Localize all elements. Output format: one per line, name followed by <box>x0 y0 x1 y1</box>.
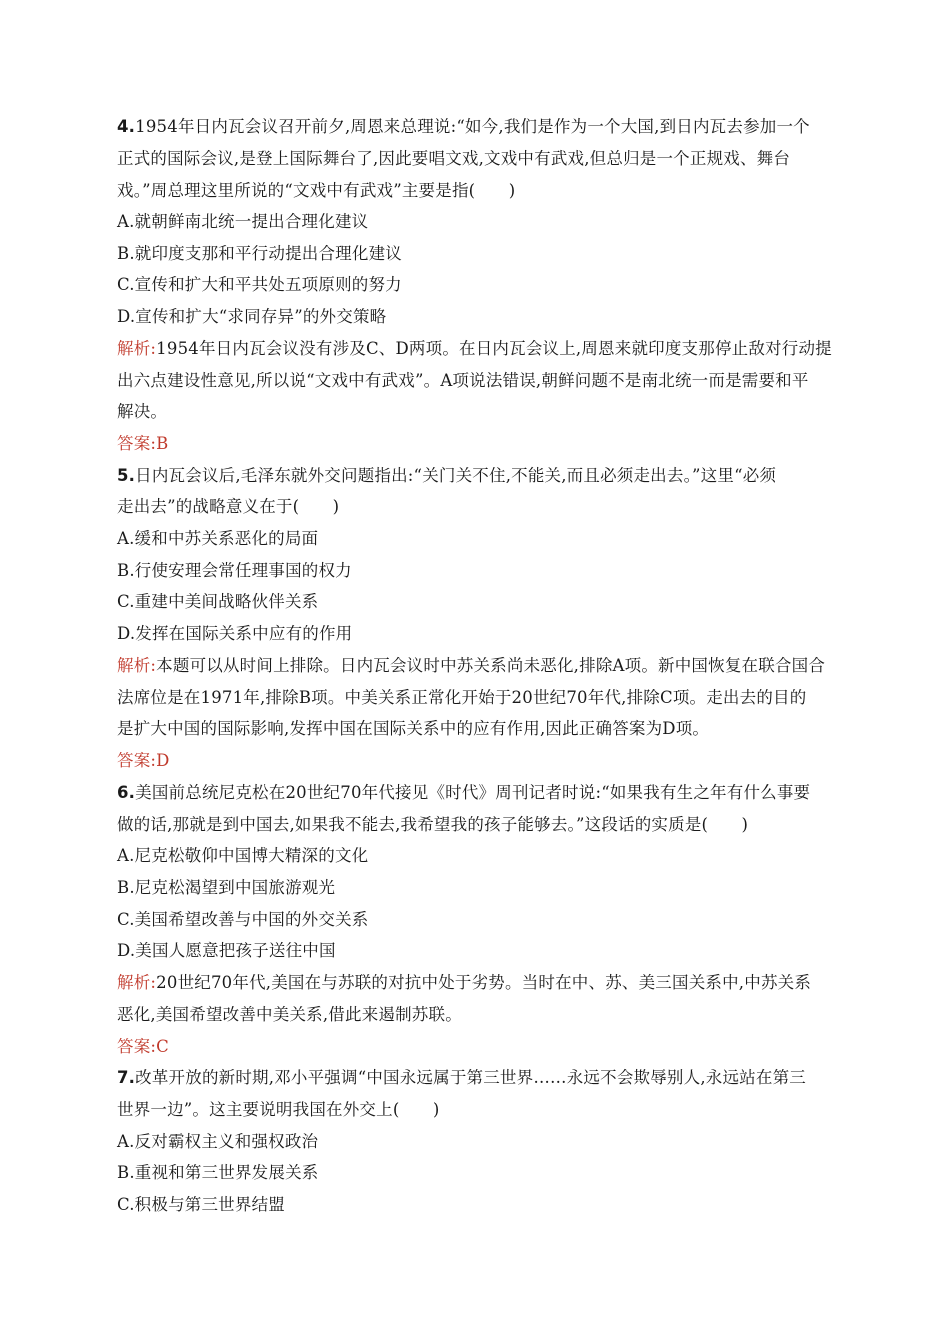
q4-option-c: C.宣传和扩大和平共处五项原则的努力 <box>117 275 402 294</box>
q6-option-a: A.尼克松敬仰中国博大精深的文化 <box>117 846 369 865</box>
q4-number: 4. <box>117 117 136 136</box>
q5-option-b: B.行使安理会常任理事国的权力 <box>117 561 352 580</box>
q4-analysis-line-3: 解决。 <box>117 402 168 421</box>
q4-stem-line-1: 4.1954年日内瓦会议召开前夕,周恩来总理说:“如今,我们是作为一个大国,到日内瓦去参加一个 <box>117 117 810 136</box>
q4-stem-line-3: 戏。”周总理这里所说的“文戏中有武戏”主要是指( ) <box>117 181 516 200</box>
q6-option-b: B.尼克松渴望到中国旅游观光 <box>117 878 336 897</box>
q7-number: 7. <box>117 1068 136 1087</box>
q6-analysis-line-1: 解析:20世纪70年代,美国在与苏联的对抗中处于劣势。当时在中、苏、美三国关系中,中苏关系 <box>117 973 812 992</box>
q5-analysis-line-1: 解析:本题可以从时间上排除。日内瓦会议时中苏关系尚未恶化,排除A项。新中国恢复在联合国合 <box>117 656 826 675</box>
q7-option-a: A.反对霸权主义和强权政治 <box>117 1132 319 1151</box>
q6-answer: 答案:C <box>117 1037 169 1056</box>
q6-stem-line-2: 做的话,那就是到中国去,如果我不能去,我希望我的孩子能够去。”这段话的实质是( ) <box>117 815 749 834</box>
q5-stem-line-2: 走出去”的战略意义在于( ) <box>117 497 340 516</box>
q4-stem-line-2: 正式的国际会议,是登上国际舞台了,因此要唱文戏,文戏中有武戏,但总归是一个正规戏、舞台 <box>117 149 791 168</box>
q5-analysis-label: 解析: <box>117 656 157 675</box>
q4-analysis-line-1: 解析:1954年日内瓦会议没有涉及C、D两项。在日内瓦会议上,周恩来就印度支那停止敌对行动提 <box>117 339 832 358</box>
q6-number: 6. <box>117 783 136 802</box>
q5-number: 5. <box>117 466 136 485</box>
q6-option-c: C.美国希望改善与中国的外交关系 <box>117 910 369 929</box>
q7-option-c: C.积极与第三世界结盟 <box>117 1195 285 1214</box>
q5-analysis-line-2: 法席位是在1971年,排除B项。中美关系正常化开始于20世纪70年代,排除C项。走出去的目的 <box>117 688 807 707</box>
q5-analysis-line-3: 是扩大中国的国际影响,发挥中国在国际关系中的应有作用,因此正确答案为D项。 <box>117 719 710 738</box>
q4-analysis-line-2: 出六点建设性意见,所以说“文戏中有武戏”。A项说法错误,朝鲜问题不是南北统一而是需要和平 <box>117 371 809 390</box>
q7-stem-line-1: 7.改革开放的新时期,邓小平强调“中国永远属于第三世界……永远不会欺辱别人,永远站在第三 <box>117 1068 806 1087</box>
q5-option-a: A.缓和中苏关系恶化的局面 <box>117 529 319 548</box>
q4-option-a: A.就朝鲜南北统一提出合理化建议 <box>117 212 369 231</box>
q6-option-d: D.美国人愿意把孩子送往中国 <box>117 941 336 960</box>
q7-stem-line-2: 世界一边”。这主要说明我国在外交上( ) <box>117 1100 440 1119</box>
q5-option-c: C.重建中美间战略伙伴关系 <box>117 592 319 611</box>
q7-option-b: B.重视和第三世界发展关系 <box>117 1163 319 1182</box>
q4-analysis-label: 解析: <box>117 339 157 358</box>
q6-analysis-line-2: 恶化,美国希望改善中美关系,借此来遏制苏联。 <box>117 1005 462 1024</box>
q5-answer: 答案:D <box>117 751 170 770</box>
q5-option-d: D.发挥在国际关系中应有的作用 <box>117 624 353 643</box>
q4-option-d: D.宣传和扩大“求同存异”的外交策略 <box>117 307 387 326</box>
q5-stem-line-1: 5.日内瓦会议后,毛泽东就外交问题指出:“关门关不住,不能关,而且必须走出去。”这里“必须 <box>117 466 777 485</box>
q6-stem-line-1: 6.美国前总统尼克松在20世纪70年代接见《时代》周刊记者时说:“如果我有生之年有什么事要 <box>117 783 811 802</box>
q4-answer: 答案:B <box>117 434 169 453</box>
q6-analysis-label: 解析: <box>117 973 157 992</box>
q4-option-b: B.就印度支那和平行动提出合理化建议 <box>117 244 402 263</box>
